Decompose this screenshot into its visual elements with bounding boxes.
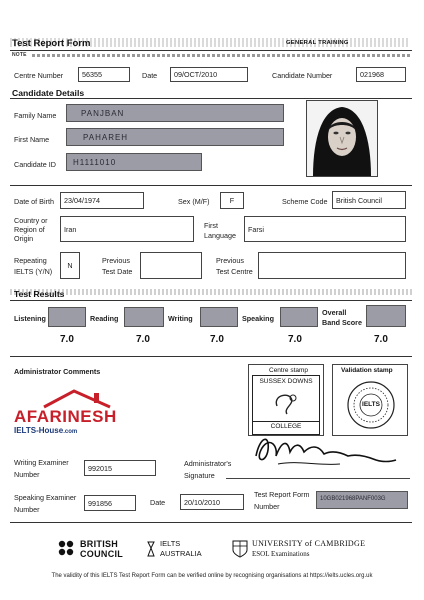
trf-number-field: [316, 491, 408, 509]
results-rule: [10, 300, 412, 301]
trf-number-label-2: Number: [254, 502, 280, 511]
first-name-label: First Name: [14, 135, 50, 144]
ielts-australia-logo: [146, 538, 216, 562]
cambridge-logo: [232, 538, 402, 562]
centre-stamp-line2: COLLEGE: [253, 421, 319, 430]
speaking-examiner-label-1: Speaking Examiner: [14, 493, 77, 502]
first-name-field: [66, 128, 284, 146]
previous-centre-label-2: Test Centre: [216, 267, 253, 276]
speaking-box: [280, 307, 318, 327]
family-name-label: Family Name: [14, 111, 57, 120]
listening-box: [48, 307, 86, 327]
candidate-id-value: H1111010: [73, 158, 117, 167]
repeating-value: N: [60, 252, 80, 279]
british-council-dots-icon: [58, 540, 76, 558]
bc-line2: COUNCIL: [80, 549, 124, 559]
writing-box: [200, 307, 238, 327]
cam-line2: ESOL Examinations: [252, 550, 310, 558]
writing-examiner-value: 992015: [84, 460, 156, 476]
logo-main-text: AFARINESH: [14, 407, 117, 426]
form-title: Test Report Form: [12, 38, 91, 49]
first-language-value: Farsi: [244, 216, 406, 242]
ielts-australia-icon: [146, 540, 156, 558]
candidate-details-heading: Candidate Details: [12, 88, 85, 98]
centre-number-label: Centre Number: [14, 71, 64, 80]
logo-sub-text: IELTS-House: [14, 426, 64, 435]
dob-value: 23/04/1974: [60, 192, 144, 209]
country-label-2: Region of: [14, 225, 45, 234]
overall-box: [366, 305, 406, 327]
details-rule: [10, 185, 412, 186]
writing-score: 7.0: [210, 334, 224, 345]
writing-label: Writing: [168, 314, 193, 323]
speaking-score: 7.0: [288, 334, 302, 345]
cam-line1: UNIVERSITY of CAMBRIDGE: [252, 539, 366, 548]
validation-stamp-text: IELTS: [362, 401, 380, 408]
logo-sub: [14, 426, 77, 435]
dob-label: Date of Birth: [14, 197, 54, 206]
centre-stamp-line1: SUSSEX DOWNS: [259, 378, 313, 385]
repeating-label-1: Repeating: [14, 256, 47, 265]
college-emblem-icon: [253, 388, 319, 418]
previous-centre-label-1: Previous: [216, 256, 244, 265]
date-label: Date: [142, 71, 158, 80]
ielts-line2: AUSTRALIA: [160, 549, 202, 558]
british-council-logo: [58, 538, 138, 562]
footer-rule: [10, 522, 412, 523]
first-language-label-1: First: [204, 221, 218, 230]
trf-number-label-1: Test Report Form: [254, 490, 310, 499]
scheme-code-label: Scheme Code: [282, 197, 328, 206]
administrator-signature-icon: [248, 426, 398, 476]
centre-number-value: 56355: [78, 67, 130, 82]
overall-label-1: Overall: [322, 308, 347, 317]
family-name-field: [66, 104, 284, 122]
sex-value: F: [220, 192, 244, 209]
overall-label-2: Band Score: [322, 318, 362, 327]
previous-date-value: [140, 252, 202, 279]
listening-label: Listening: [14, 314, 46, 323]
trf-number-value: 10GB021968PANF003G: [320, 496, 386, 502]
country-label-3: Origin: [14, 234, 34, 243]
scheme-code-value: British Council: [332, 191, 406, 209]
candidate-number-value: 021968: [356, 67, 406, 82]
sex-label: Sex (M/F): [178, 197, 210, 206]
signature-line: [226, 478, 410, 479]
note-label: NOTE: [12, 52, 27, 58]
results-noise: [10, 289, 412, 295]
country-label-1: Country or: [14, 216, 48, 225]
writing-examiner-label-2: Number: [14, 470, 40, 479]
afarinesh-logo: [14, 383, 134, 439]
candidate-id-label: Candidate ID: [14, 160, 56, 169]
admin-comments-label: Administrator Comments: [14, 367, 101, 376]
speaking-examiner-value: 991856: [84, 495, 136, 511]
photo-image: [307, 101, 377, 176]
speaking-examiner-label-2: Number: [14, 505, 40, 514]
candidate-rule: [10, 98, 412, 99]
first-language-label-2: Language: [204, 231, 236, 240]
writing-examiner-label-1: Writing Examiner: [14, 458, 69, 467]
test-results-heading: Test Results: [14, 289, 65, 299]
reading-score: 7.0: [136, 334, 150, 345]
validity-note: The validity of this IELTS Test Report Form can be verified online by recognising organisations at https://ielts.ucles.org.uk: [51, 573, 373, 579]
reading-box: [124, 307, 164, 327]
cambridge-crest-icon: [232, 540, 248, 558]
signoff-date-value: 20/10/2010: [180, 494, 244, 510]
repeating-label-2: IELTS (Y/N): [14, 267, 53, 276]
overall-score: 7.0: [374, 334, 388, 345]
previous-date-label-2: Test Date: [102, 267, 133, 276]
date-value: 09/OCT/2010: [170, 67, 248, 82]
candidate-id-field: [66, 153, 202, 171]
admin-rule: [10, 356, 412, 357]
validation-stamp-label: Validation stamp: [341, 367, 393, 374]
country-value: Iran: [60, 216, 194, 242]
administrator-signature-label-2: Signature: [184, 471, 215, 480]
previous-date-label-1: Previous: [102, 256, 130, 265]
listening-score: 7.0: [60, 334, 74, 345]
module-label: GENERAL TRAINING: [286, 40, 349, 46]
signoff-date-label: Date: [150, 498, 166, 507]
ielts-line1: IELTS: [160, 539, 181, 548]
previous-centre-value: [258, 252, 406, 279]
bc-line1: BRITISH: [80, 539, 119, 549]
family-name-value: PANJBAN: [81, 109, 125, 118]
candidate-number-label: Candidate Number: [272, 71, 333, 80]
speaking-label: Speaking: [242, 314, 274, 323]
candidate-photo: [306, 100, 378, 177]
note-text-noise: [32, 54, 410, 57]
logo-domain-text: .com: [63, 429, 78, 435]
header-rule: [10, 50, 412, 51]
reading-label: Reading: [90, 314, 119, 323]
administrator-signature-label-1: Administrator's: [184, 459, 232, 468]
centre-stamp-label: Centre stamp: [269, 367, 309, 374]
first-name-value: PAHAREH: [83, 133, 129, 142]
